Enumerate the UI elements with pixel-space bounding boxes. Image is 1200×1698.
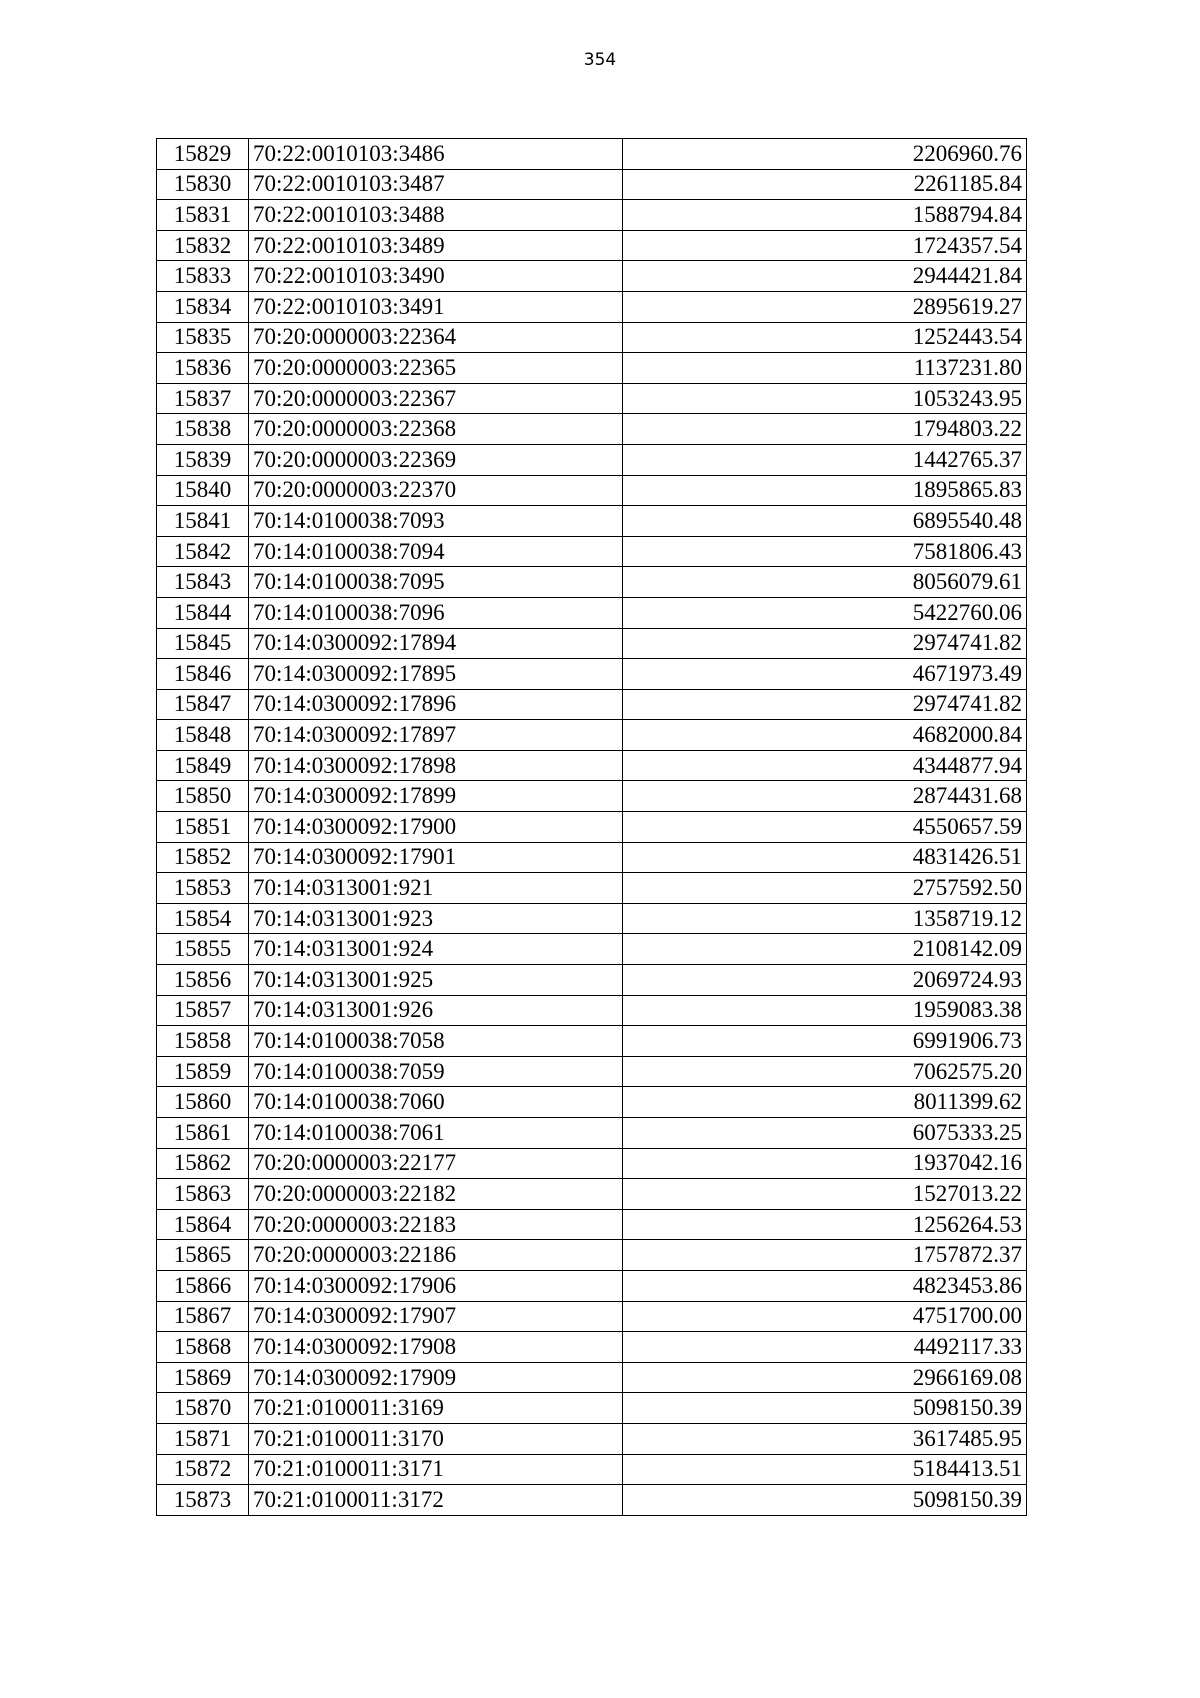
cadastral-number-cell: 70:14:0300092:17899: [249, 781, 623, 812]
cadastral-number-cell: 70:14:0300092:17901: [249, 842, 623, 873]
row-number-cell: 15855: [157, 934, 249, 965]
cadastral-number-cell: 70:20:0000003:22182: [249, 1179, 623, 1210]
cadastral-number-cell: 70:22:0010103:3487: [249, 169, 623, 200]
cadastral-number-cell: 70:20:0000003:22177: [249, 1148, 623, 1179]
cadastral-value-cell: 6895540.48: [623, 506, 1027, 537]
cadastral-value-cell: 2206960.76: [623, 139, 1027, 170]
table-row: [157, 353, 1027, 384]
row-number-cell: 15867: [157, 1301, 249, 1332]
cadastral-value-cell: 4823453.86: [623, 1270, 1027, 1301]
table-row: [157, 1179, 1027, 1210]
table-row: [157, 291, 1027, 322]
row-number-cell: 15829: [157, 139, 249, 170]
cadastral-number-cell: 70:14:0300092:17897: [249, 720, 623, 751]
cadastral-value-cell: 4682000.84: [623, 720, 1027, 751]
cadastral-value-cell: 1588794.84: [623, 200, 1027, 231]
cadastral-number-cell: 70:14:0300092:17906: [249, 1270, 623, 1301]
row-number-cell: 15834: [157, 291, 249, 322]
cadastral-value-cell: 3617485.95: [623, 1423, 1027, 1454]
row-number-cell: 15863: [157, 1179, 249, 1210]
row-number-cell: 15830: [157, 169, 249, 200]
cadastral-value-cell: 1757872.37: [623, 1240, 1027, 1271]
row-number-cell: 15844: [157, 597, 249, 628]
row-number-cell: 15868: [157, 1332, 249, 1363]
cadastral-number-cell: 70:14:0100038:7058: [249, 1026, 623, 1057]
cadastral-number-cell: 70:14:0100038:7061: [249, 1118, 623, 1149]
table-row: [157, 536, 1027, 567]
row-number-cell: 15837: [157, 383, 249, 414]
cadastral-value-cell: 1053243.95: [623, 383, 1027, 414]
table-row: [157, 1240, 1027, 1271]
cadastral-number-cell: 70:14:0313001:925: [249, 965, 623, 996]
page-number: 354: [583, 50, 617, 70]
cadastral-value-cell: 2966169.08: [623, 1362, 1027, 1393]
table-row: [157, 444, 1027, 475]
cadastral-value-cell: 1959083.38: [623, 995, 1027, 1026]
row-number-cell: 15832: [157, 230, 249, 261]
table-row: [157, 1423, 1027, 1454]
cadastral-number-cell: 70:20:0000003:22370: [249, 475, 623, 506]
cadastral-value-cell: 6075333.25: [623, 1118, 1027, 1149]
cadastral-number-cell: 70:14:0313001:921: [249, 873, 623, 904]
cadastral-value-cell: 4671973.49: [623, 659, 1027, 690]
table-row: [157, 567, 1027, 598]
table-row: [157, 230, 1027, 261]
table-row: [157, 414, 1027, 445]
cadastral-value-cell: 2261185.84: [623, 169, 1027, 200]
cadastral-value-cell: 2974741.82: [623, 628, 1027, 659]
cadastral-number-cell: 70:22:0010103:3490: [249, 261, 623, 292]
table-row: [157, 1087, 1027, 1118]
cadastral-value-cell: 7581806.43: [623, 536, 1027, 567]
table-row: [157, 689, 1027, 720]
row-number-cell: 15854: [157, 903, 249, 934]
table-row: [157, 965, 1027, 996]
cadastral-number-cell: 70:14:0300092:17907: [249, 1301, 623, 1332]
row-number-cell: 15866: [157, 1270, 249, 1301]
row-number-cell: 15833: [157, 261, 249, 292]
cadastral-value-cell: 1256264.53: [623, 1209, 1027, 1240]
row-number-cell: 15857: [157, 995, 249, 1026]
row-number-cell: 15873: [157, 1485, 249, 1516]
cadastral-value-cell: 5422760.06: [623, 597, 1027, 628]
row-number-cell: 15846: [157, 659, 249, 690]
cadastral-value-cell: 1794803.22: [623, 414, 1027, 445]
table-row: [157, 475, 1027, 506]
row-number-cell: 15872: [157, 1454, 249, 1485]
row-number-cell: 15840: [157, 475, 249, 506]
cadastral-value-table: [156, 138, 1027, 1516]
table-row: [157, 628, 1027, 659]
row-number-cell: 15858: [157, 1026, 249, 1057]
cadastral-number-cell: 70:20:0000003:22367: [249, 383, 623, 414]
table-row: [157, 1209, 1027, 1240]
row-number-cell: 15870: [157, 1393, 249, 1424]
cadastral-value-cell: 5184413.51: [623, 1454, 1027, 1485]
cadastral-value-cell: 4344877.94: [623, 750, 1027, 781]
cadastral-number-cell: 70:14:0100038:7059: [249, 1056, 623, 1087]
table-row: [157, 1393, 1027, 1424]
cadastral-value-cell: 5098150.39: [623, 1393, 1027, 1424]
cadastral-value-cell: 2974741.82: [623, 689, 1027, 720]
table-row: [157, 506, 1027, 537]
cadastral-number-cell: 70:14:0300092:17896: [249, 689, 623, 720]
row-number-cell: 15852: [157, 842, 249, 873]
row-number-cell: 15845: [157, 628, 249, 659]
table-row: [157, 169, 1027, 200]
cadastral-number-cell: 70:14:0300092:17909: [249, 1362, 623, 1393]
table-row: [157, 934, 1027, 965]
row-number-cell: 15861: [157, 1118, 249, 1149]
table-row: [157, 383, 1027, 414]
row-number-cell: 15847: [157, 689, 249, 720]
row-number-cell: 15849: [157, 750, 249, 781]
cadastral-number-cell: 70:14:0300092:17898: [249, 750, 623, 781]
cadastral-number-cell: 70:14:0100038:7060: [249, 1087, 623, 1118]
cadastral-value-cell: 2874431.68: [623, 781, 1027, 812]
cadastral-value-cell: 4751700.00: [623, 1301, 1027, 1332]
cadastral-value-cell: 1724357.54: [623, 230, 1027, 261]
cadastral-number-cell: 70:20:0000003:22368: [249, 414, 623, 445]
table-row: [157, 1118, 1027, 1149]
table-row: [157, 1485, 1027, 1516]
table-row: [157, 261, 1027, 292]
row-number-cell: 15838: [157, 414, 249, 445]
cadastral-number-cell: 70:14:0300092:17895: [249, 659, 623, 690]
row-number-cell: 15848: [157, 720, 249, 751]
row-number-cell: 15856: [157, 965, 249, 996]
table-row: [157, 139, 1027, 170]
cadastral-value-cell: 5098150.39: [623, 1485, 1027, 1516]
cadastral-number-cell: 70:20:0000003:22369: [249, 444, 623, 475]
row-number-cell: 15871: [157, 1423, 249, 1454]
cadastral-number-cell: 70:14:0100038:7096: [249, 597, 623, 628]
table-row: [157, 781, 1027, 812]
cadastral-number-cell: 70:14:0300092:17894: [249, 628, 623, 659]
cadastral-number-cell: 70:21:0100011:3169: [249, 1393, 623, 1424]
row-number-cell: 15842: [157, 536, 249, 567]
table-row: [157, 1026, 1027, 1057]
cadastral-number-cell: 70:22:0010103:3488: [249, 200, 623, 231]
table-row: [157, 1270, 1027, 1301]
row-number-cell: 15843: [157, 567, 249, 598]
table-row: [157, 873, 1027, 904]
cadastral-number-cell: 70:21:0100011:3172: [249, 1485, 623, 1516]
row-number-cell: 15869: [157, 1362, 249, 1393]
table-row: [157, 659, 1027, 690]
cadastral-number-cell: 70:14:0313001:924: [249, 934, 623, 965]
cadastral-number-cell: 70:14:0313001:926: [249, 995, 623, 1026]
table-row: [157, 597, 1027, 628]
cadastral-value-cell: 4492117.33: [623, 1332, 1027, 1363]
cadastral-value-cell: 1937042.16: [623, 1148, 1027, 1179]
cadastral-number-cell: 70:14:0300092:17900: [249, 812, 623, 843]
cadastral-value-cell: 1137231.80: [623, 353, 1027, 384]
cadastral-value-cell: 2944421.84: [623, 261, 1027, 292]
row-number-cell: 15865: [157, 1240, 249, 1271]
cadastral-value-cell: 8011399.62: [623, 1087, 1027, 1118]
table-row: [157, 322, 1027, 353]
table-row: [157, 1056, 1027, 1087]
cadastral-value-cell: 2757592.50: [623, 873, 1027, 904]
row-number-cell: 15864: [157, 1209, 249, 1240]
cadastral-value-cell: 1527013.22: [623, 1179, 1027, 1210]
cadastral-value-cell: 1358719.12: [623, 903, 1027, 934]
table-row: [157, 750, 1027, 781]
cadastral-value-cell: 2108142.09: [623, 934, 1027, 965]
row-number-cell: 15839: [157, 444, 249, 475]
row-number-cell: 15862: [157, 1148, 249, 1179]
cadastral-value-cell: 1442765.37: [623, 444, 1027, 475]
table-row: [157, 812, 1027, 843]
row-number-cell: 15836: [157, 353, 249, 384]
cadastral-value-cell: 8056079.61: [623, 567, 1027, 598]
row-number-cell: 15831: [157, 200, 249, 231]
row-number-cell: 15860: [157, 1087, 249, 1118]
cadastral-value-cell: 6991906.73: [623, 1026, 1027, 1057]
cadastral-number-cell: 70:14:0100038:7093: [249, 506, 623, 537]
cadastral-value-cell: 1252443.54: [623, 322, 1027, 353]
row-number-cell: 15851: [157, 812, 249, 843]
row-number-cell: 15853: [157, 873, 249, 904]
row-number-cell: 15835: [157, 322, 249, 353]
table-row: [157, 995, 1027, 1026]
table-row: [157, 842, 1027, 873]
cadastral-value-cell: 4550657.59: [623, 812, 1027, 843]
table-row: [157, 903, 1027, 934]
cadastral-number-cell: 70:22:0010103:3491: [249, 291, 623, 322]
cadastral-value-cell: 1895865.83: [623, 475, 1027, 506]
cadastral-value-cell: 7062575.20: [623, 1056, 1027, 1087]
cadastral-number-cell: 70:22:0010103:3486: [249, 139, 623, 170]
row-number-cell: 15850: [157, 781, 249, 812]
cadastral-number-cell: 70:21:0100011:3170: [249, 1423, 623, 1454]
table-row: [157, 1332, 1027, 1363]
cadastral-number-cell: 70:14:0300092:17908: [249, 1332, 623, 1363]
cadastral-value-cell: 2069724.93: [623, 965, 1027, 996]
table-row: [157, 720, 1027, 751]
cadastral-value-cell: 4831426.51: [623, 842, 1027, 873]
cadastral-value-cell: 2895619.27: [623, 291, 1027, 322]
table-body: [157, 139, 1027, 1516]
cadastral-number-cell: 70:14:0100038:7094: [249, 536, 623, 567]
row-number-cell: 15859: [157, 1056, 249, 1087]
table-row: [157, 1362, 1027, 1393]
cadastral-number-cell: 70:21:0100011:3171: [249, 1454, 623, 1485]
table-row: [157, 200, 1027, 231]
cadastral-number-cell: 70:20:0000003:22186: [249, 1240, 623, 1271]
cadastral-number-cell: 70:22:0010103:3489: [249, 230, 623, 261]
table-row: [157, 1148, 1027, 1179]
cadastral-number-cell: 70:14:0100038:7095: [249, 567, 623, 598]
table-row: [157, 1301, 1027, 1332]
cadastral-number-cell: 70:14:0313001:923: [249, 903, 623, 934]
table-row: [157, 1454, 1027, 1485]
row-number-cell: 15841: [157, 506, 249, 537]
cadastral-number-cell: 70:20:0000003:22364: [249, 322, 623, 353]
cadastral-number-cell: 70:20:0000003:22365: [249, 353, 623, 384]
cadastral-number-cell: 70:20:0000003:22183: [249, 1209, 623, 1240]
